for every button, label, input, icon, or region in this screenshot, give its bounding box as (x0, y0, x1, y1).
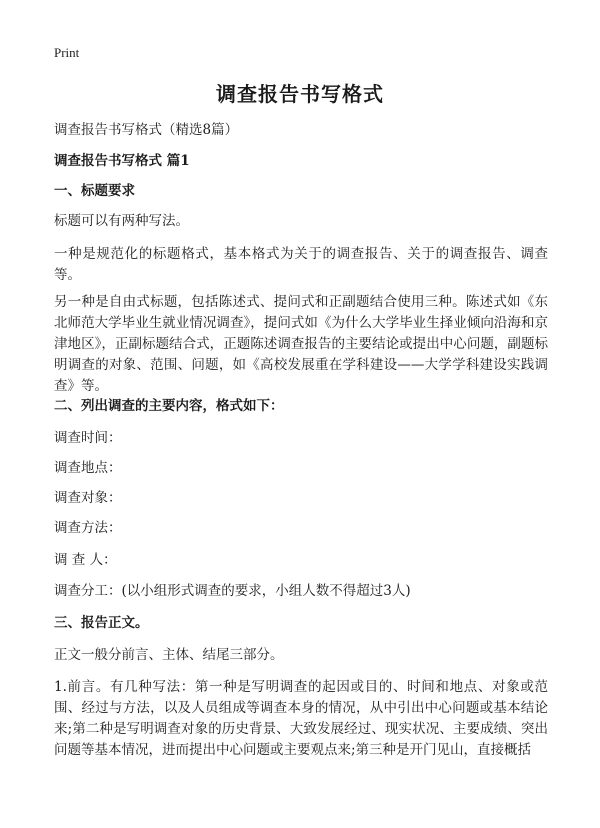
section-3-heading: 三、报告正文。 (54, 615, 149, 631)
section-3-paragraph-2: 1.前言。有几种写法：第一种是写明调查的起因或目的、时间和地点、对象或范围、经过与方法，以及人员组成等调查本身的情况，从中引出中心问题或基本结论来;第二种是写明调查对象的历史背景、大致发展经过、现实状况、主要成绩、突出问题等基本情况，进而提出中心问题或主要观点来;第三种是开门见山，直接概括 (54, 679, 548, 758)
section-1-paragraph-2: 一种是规范化的标题格式，基本格式为关于的调查报告、关于的调查报告、调查等。 (54, 246, 548, 283)
survey-division-label: 调查分工：(以小组形式调查的要求，小组人数不得超过3人) (54, 583, 411, 599)
section-3-paragraph-1: 正文一般分前言、主体、结尾三部分。 (54, 647, 284, 663)
document-subtitle: 调查报告书写格式（精选8篇） (54, 122, 239, 138)
survey-method-label: 调查方法： (54, 520, 122, 536)
section-1-paragraph-3: 另一种是自由式标题，包括陈述式、提问式和正副题结合使用三种。陈述式如《东北师范大学毕业生就业情况调查》，提问式如《为什么大学毕业生择业倾向沿海和京津地区》，正副标题结合式，正题陈述调查报告的主要结论或提出中心问题，副题标明调查的对象、范围、问题，如《高校发展重在学科建设——大学学科建设实践调查》等。 (54, 294, 548, 394)
article-heading: 调查报告书写格式 篇1 (54, 153, 190, 169)
survey-object-label: 调查对象： (54, 490, 122, 506)
survey-place-label: 调查地点： (54, 460, 122, 476)
section-1-heading: 一、标题要求 (54, 183, 135, 199)
print-link[interactable]: Print (54, 45, 80, 60)
surveyor-label: 调 查 人： (54, 552, 117, 568)
page-title: 调查报告书写格式 (216, 82, 384, 106)
survey-time-label: 调查时间： (54, 430, 122, 446)
section-1-paragraph-1: 标题可以有两种写法。 (54, 213, 189, 229)
section-2-heading: 二、列出调查的主要内容，格式如下： (54, 398, 284, 414)
